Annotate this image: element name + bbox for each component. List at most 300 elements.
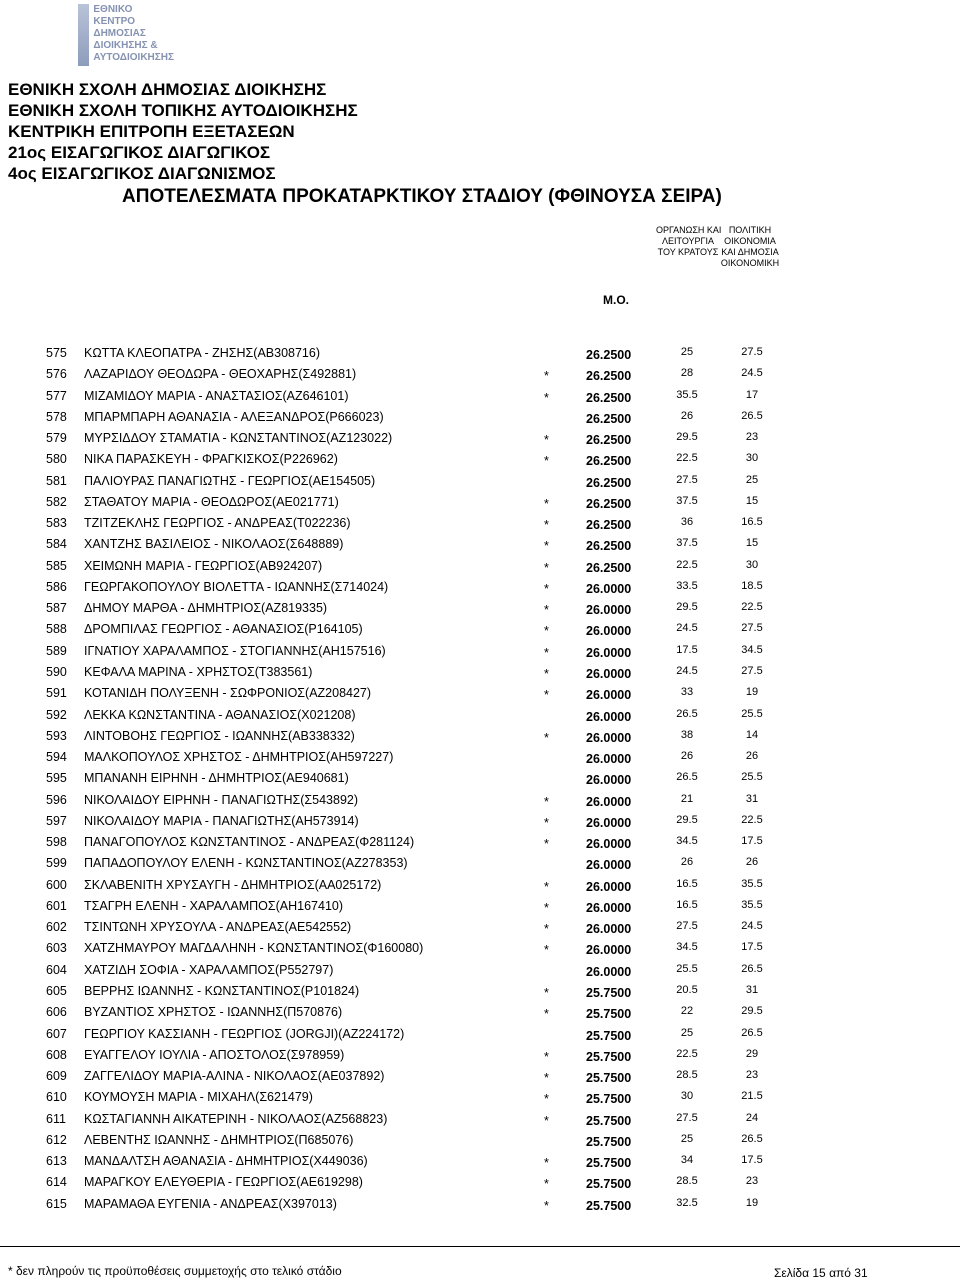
- ineligible-marker: *: [544, 794, 549, 809]
- score-economy: 23: [745, 1175, 759, 1188]
- table-row: [0, 769, 960, 790]
- candidate-name: ΝΙΚΑ ΠΑΡΑΣΚΕΥΗ - ΦΡΑΓΚΙΣΚΟΣ(Ρ226962): [84, 452, 338, 467]
- row-number: 596: [46, 792, 67, 807]
- candidate-name: ΛΕΒΕΝΤΗΣ ΙΩΑΝΝΗΣ - ΔΗΜΗΤΡΙΟΣ(Π685076): [84, 1132, 354, 1147]
- candidate-name: ΧΑΝΤΖΗΣ ΒΑΣΙΛΕΙΟΣ - ΝΙΚΟΛΑΟΣ(Σ648889): [84, 537, 344, 552]
- score-economy: 31: [745, 792, 759, 805]
- candidate-name: ΚΩΤΤΑ ΚΛΕΟΠΑΤΡΑ - ΖΗΣΗΣ(ΑΒ308716): [84, 346, 320, 360]
- score-organization: 22: [680, 1005, 694, 1018]
- candidate-name: ΜΠΑΡΜΠΑΡΗ ΑΘΑΝΑΣΙΑ - ΑΛΕΞΑΝΔΡΟΣ(Ρ666023): [84, 409, 384, 424]
- score-organization: 34.5: [676, 835, 698, 848]
- score-economy: 26.5: [741, 409, 763, 422]
- ineligible-marker: *: [544, 539, 549, 554]
- table-row: [0, 599, 960, 620]
- logo-mark: [78, 4, 89, 66]
- row-number: 580: [46, 452, 67, 467]
- ineligible-marker: *: [544, 730, 549, 745]
- average-score: 25.7500: [586, 1177, 632, 1192]
- average-score: 26.2500: [586, 560, 632, 575]
- average-score: 26.0000: [586, 645, 632, 660]
- table-row: [0, 663, 960, 684]
- candidate-name: ΜΑΡΑΜΑΘΑ ΕΥΓΕΝΙΑ - ΑΝΔΡΕΑΣ(Χ397013): [84, 1196, 337, 1211]
- score-organization: 34.5: [676, 941, 698, 954]
- ineligible-marker: *: [544, 879, 549, 894]
- score-organization: 33: [680, 686, 694, 699]
- table-row: [0, 791, 960, 812]
- candidate-name: ΚΩΣΤΑΓΙΑΝΝΗ ΑΙΚΑΤΕΡΙΝΗ - ΝΙΚΟΛΑΟΣ(ΑΖ568823): [84, 1111, 388, 1126]
- score-organization: 25: [680, 346, 694, 358]
- row-number: 575: [46, 346, 67, 360]
- ineligible-marker: *: [544, 1156, 549, 1171]
- row-number: 588: [46, 622, 67, 637]
- candidate-name: ΜΙΖΑΜΙΔΟΥ ΜΑΡΙΑ - ΑΝΑΣΤΑΣΙΟΣ(ΑΖ646101): [84, 388, 349, 403]
- logo-text: [93, 0, 174, 78]
- row-number: 609: [46, 1069, 67, 1084]
- candidate-name: ΝΙΚΟΛΑΙΔΟΥ ΕΙΡΗΝΗ - ΠΑΝΑΓΙΩΤΗΣ(Σ543892): [84, 792, 359, 807]
- average-score: 25.7500: [586, 1028, 632, 1043]
- ineligible-marker: *: [544, 496, 549, 511]
- average-score: 26.0000: [586, 900, 632, 915]
- header-line: ΚΕΝΤΡΙΚΗ ΕΠΙΤΡΟΠΗ ΕΞΕΤΑΣΕΩΝ: [8, 122, 295, 141]
- average-score: 26.0000: [586, 879, 632, 894]
- ineligible-marker: *: [544, 900, 549, 915]
- score-economy: 15: [745, 494, 759, 507]
- candidate-name: ΒΕΡΡΗΣ ΙΩΑΝΝΗΣ - ΚΩΝΣΤΑΝΤΙΝΟΣ(Ρ101824): [84, 983, 360, 998]
- average-score: 26.0000: [586, 943, 632, 958]
- row-number: 600: [46, 877, 67, 892]
- table-row: [0, 514, 960, 535]
- score-organization: 22.5: [676, 1047, 698, 1060]
- ineligible-marker: *: [544, 922, 549, 937]
- candidate-name: ΠΑΠΑΔΟΠΟΥΛΟΥ ΕΛΕΝΗ - ΚΩΝΣΤΑΝΤΙΝΟΣ(ΑΖ278353): [84, 856, 408, 871]
- ineligible-marker: *: [544, 837, 549, 852]
- score-organization: 36: [680, 516, 694, 529]
- average-score: 26.0000: [586, 581, 632, 596]
- row-number: 582: [46, 494, 67, 509]
- column-header-line: ΤΟΥ ΚΡΑΤΟΥΣ: [657, 247, 719, 257]
- average-score: 25.7500: [586, 1156, 632, 1171]
- score-economy: 24: [745, 1111, 759, 1124]
- candidate-name: ΤΣΑΓΡΗ ΕΛΕΝΗ - ΧΑΡΑΛΑΜΠΟΣ(ΑΗ167410): [84, 898, 344, 913]
- candidate-name: ΠΑΝΑΓΟΠΟΥΛΟΣ ΚΩΝΣΤΑΝΤΙΝΟΣ - ΑΝΔΡΕΑΣ(Φ281124): [84, 835, 415, 850]
- row-number: 608: [46, 1047, 67, 1062]
- ineligible-marker: *: [544, 815, 549, 830]
- ineligible-marker: *: [544, 581, 549, 596]
- candidate-name: ΓΕΩΡΓΙΟΥ ΚΑΣΣΙΑΝΗ - ΓΕΩΡΓΙΟΣ (JORGJI)(ΑΖ224172): [84, 1026, 405, 1041]
- row-number: 590: [46, 664, 67, 679]
- column-header-economy: [720, 225, 780, 269]
- table-row: [0, 344, 960, 365]
- score-economy: 23: [745, 1069, 759, 1082]
- table-row: [0, 1152, 960, 1173]
- table-row: [0, 684, 960, 705]
- logo-line: ΔΗΜΟΣΙΑΣ: [93, 28, 146, 39]
- table-row: [0, 1025, 960, 1046]
- score-organization: 29.5: [676, 431, 698, 444]
- score-economy: 21.5: [741, 1090, 763, 1103]
- candidate-name: ΜΠΑΝΑΝΗ ΕΙΡΗΝΗ - ΔΗΜΗΤΡΙΟΣ(ΑΕ940681): [84, 771, 349, 786]
- score-organization: 29.5: [676, 813, 698, 826]
- score-economy: 14: [745, 728, 759, 741]
- score-organization: 16.5: [676, 877, 698, 890]
- header-line: ΕΘΝΙΚΗ ΣΧΟΛΗ ΔΗΜΟΣΙΑΣ ΔΙΟΙΚΗΣΗΣ: [8, 80, 327, 99]
- score-organization: 38: [680, 728, 694, 741]
- row-number: 585: [46, 558, 67, 573]
- score-organization: 17.5: [676, 643, 698, 656]
- row-number: 586: [46, 579, 67, 594]
- candidate-name: ΛΕΚΚΑ ΚΩΝΣΤΑΝΤΙΝΑ - ΑΘΑΝΑΣΙΟΣ(Χ021208): [84, 707, 356, 722]
- score-economy: 29.5: [741, 1005, 763, 1018]
- row-number: 614: [46, 1175, 67, 1190]
- average-score: 26.2500: [586, 475, 632, 490]
- score-economy: 16.5: [741, 516, 763, 529]
- candidate-name: ΧΕΙΜΩΝΗ ΜΑΡΙΑ - ΓΕΩΡΓΙΟΣ(ΑΒ924207): [84, 558, 323, 573]
- results-table: [0, 344, 960, 1216]
- row-number: 587: [46, 601, 67, 616]
- candidate-name: ΛΑΖΑΡΙΔΟΥ ΘΕΟΔΩΡΑ - ΘΕΟΧΑΡΗΣ(Σ492881): [84, 367, 357, 382]
- row-number: 597: [46, 813, 67, 828]
- average-score: 26.2500: [586, 539, 632, 554]
- score-economy: 35.5: [741, 898, 763, 911]
- table-row: [0, 1131, 960, 1152]
- average-score: 26.0000: [586, 752, 632, 767]
- candidate-name: ΚΕΦΑΛΑ ΜΑΡΙΝΑ - ΧΡΗΣΤΟΣ(Τ383561): [84, 664, 313, 679]
- ineligible-marker: *: [544, 1007, 549, 1022]
- candidate-name: ΓΕΩΡΓΑΚΟΠΟΥΛΟΥ ΒΙΟΛΕΤΤΑ - ΙΩΑΝΝΗΣ(Σ714024): [84, 579, 389, 594]
- table-row: [0, 450, 960, 471]
- candidate-name: ΤΖΙΤΖΕΚΛΗΣ ΓΕΩΡΓΙΟΣ - ΑΝΔΡΕΑΣ(Τ022236): [84, 516, 351, 531]
- score-organization: 27.5: [676, 920, 698, 933]
- row-number: 581: [46, 473, 67, 488]
- score-organization: 21: [680, 792, 694, 805]
- average-score: 26.0000: [586, 964, 632, 979]
- candidate-name: ΔΗΜΟΥ ΜΑΡΘΑ - ΔΗΜΗΤΡΙΟΣ(ΑΖ819335): [84, 601, 328, 616]
- score-organization: 25: [680, 1132, 694, 1145]
- candidate-name: ΛΙΝΤΟΒΟΗΣ ΓΕΩΡΓΙΟΣ - ΙΩΑΝΝΗΣ(ΑΒ338332): [84, 728, 355, 743]
- ineligible-marker: *: [544, 603, 549, 618]
- column-header-average: Μ.Ο.: [603, 293, 629, 307]
- score-economy: 17.5: [741, 835, 763, 848]
- score-economy: 26.5: [741, 1026, 763, 1039]
- column-header-line: ΠΟΛΙΤΙΚΗ: [728, 225, 772, 235]
- table-row: [0, 472, 960, 493]
- ineligible-marker: *: [544, 666, 549, 681]
- score-organization: 27.5: [676, 473, 698, 486]
- average-score: 26.0000: [586, 858, 632, 873]
- average-score: 26.2500: [586, 496, 632, 511]
- candidate-name: ΚΟΥΜΟΥΣΗ ΜΑΡΙΑ - ΜΙΧΑΗΛ(Σ621479): [84, 1090, 313, 1105]
- candidate-name: ΣΤΑΘΑΤΟΥ ΜΑΡΙΑ - ΘΕΟΔΩΡΟΣ(ΑΕ021771): [84, 494, 339, 509]
- ineligible-marker: *: [544, 1113, 549, 1128]
- row-number: 604: [46, 962, 67, 977]
- table-row: [0, 1173, 960, 1194]
- score-organization: 25.5: [676, 962, 698, 975]
- average-score: 26.0000: [586, 624, 632, 639]
- candidate-name: ΧΑΤΖΗΜΑΥΡΟΥ ΜΑΓΔΑΛΗΝΗ - ΚΩΝΣΤΑΝΤΙΝΟΣ(Φ160080): [84, 941, 424, 956]
- candidate-name: ΖΑΓΓΕΛΙΔΟΥ ΜΑΡΙΑ-ΑΛΙΝΑ - ΝΙΚΟΛΑΟΣ(ΑΕ037892): [84, 1069, 385, 1084]
- average-score: 26.0000: [586, 815, 632, 830]
- row-number: 578: [46, 409, 67, 424]
- score-economy: 27.5: [741, 664, 763, 677]
- score-organization: 22.5: [676, 452, 698, 465]
- table-row: [0, 408, 960, 429]
- table-row: [0, 642, 960, 663]
- table-row: [0, 387, 960, 408]
- candidate-name: ΙΓΝΑΤΙΟΥ ΧΑΡΑΛΑΜΠΟΣ - ΣΤΟΓΙΑΝΝΗΣ(ΑΗ157516): [84, 643, 386, 658]
- average-score: 26.2500: [586, 390, 632, 405]
- ineligible-marker: *: [544, 390, 549, 405]
- score-organization: 24.5: [676, 664, 698, 677]
- average-score: 26.0000: [586, 794, 632, 809]
- footer-note: * δεν πληρούν τις προϋποθέσεις συμμετοχής στο τελικό στάδιο: [8, 1264, 342, 1278]
- average-score: 26.2500: [586, 411, 632, 426]
- score-economy: 17: [745, 388, 759, 401]
- column-header-organization: [656, 225, 720, 258]
- average-score: 26.0000: [586, 688, 632, 703]
- score-economy: 22.5: [741, 601, 763, 614]
- average-score: 26.2500: [586, 433, 632, 448]
- row-number: 595: [46, 771, 67, 786]
- row-number: 602: [46, 920, 67, 935]
- ineligible-marker: *: [544, 1071, 549, 1086]
- score-organization: 16.5: [676, 898, 698, 911]
- candidate-name: ΤΣΙΝΤΩΝΗ ΧΡΥΣΟΥΛΑ - ΑΝΔΡΕΑΣ(ΑΕ542552): [84, 920, 352, 935]
- score-economy: 31: [745, 983, 759, 996]
- table-row: [0, 493, 960, 514]
- score-organization: 37.5: [676, 494, 698, 507]
- average-score: 26.2500: [586, 348, 632, 362]
- score-organization: 27.5: [676, 1111, 698, 1124]
- score-organization: 30: [680, 1090, 694, 1103]
- row-number: 591: [46, 686, 67, 701]
- column-header-line: ΚΑΙ ΔΗΜΟΣΙΑ: [721, 247, 779, 257]
- table-row: [0, 706, 960, 727]
- table-row: [0, 897, 960, 918]
- score-economy: 29: [745, 1047, 759, 1060]
- column-header-line: ΟΙΚΟΝΟΜΙΑ: [724, 236, 776, 246]
- row-number: 599: [46, 856, 67, 871]
- candidate-name: ΠΑΛΙΟΥΡΑΣ ΠΑΝΑΓΙΩΤΗΣ - ΓΕΩΡΓΙΟΣ(ΑΕ154505): [84, 473, 376, 488]
- ineligible-marker: *: [544, 518, 549, 533]
- score-economy: 24.5: [741, 367, 763, 380]
- candidate-name: ΝΙΚΟΛΑΙΔΟΥ ΜΑΡΙΑ - ΠΑΝΑΓΙΩΤΗΣ(ΑΗ573914): [84, 813, 359, 828]
- score-economy: 15: [745, 537, 759, 550]
- ineligible-marker: *: [544, 943, 549, 958]
- candidate-name: ΜΑΝΔΑΛΤΣΗ ΑΘΑΝΑΣΙΑ - ΔΗΜΗΤΡΙΟΣ(Χ449036): [84, 1154, 368, 1169]
- table-row: [0, 727, 960, 748]
- table-row: [0, 620, 960, 641]
- score-economy: 24.5: [741, 920, 763, 933]
- candidate-name: ΚΟΤΑΝΙΔΗ ΠΟΛΥΞΕΝΗ - ΣΩΦΡΟΝΙΟΣ(ΑΖ208427): [84, 686, 372, 701]
- candidate-name: ΜΥΡΣΙΔΔΟΥ ΣΤΑΜΑΤΙΑ - ΚΩΝΣΤΑΝΤΙΝΟΣ(ΑΖ123022): [84, 431, 393, 446]
- score-organization: 28: [680, 367, 694, 380]
- row-number: 593: [46, 728, 67, 743]
- candidate-name: ΧΑΤΖΙΔΗ ΣΟΦΙΑ - ΧΑΡΑΛΑΜΠΟΣ(Ρ552797): [84, 962, 334, 977]
- table-row: [0, 876, 960, 897]
- header-line: ΕΘΝΙΚΗ ΣΧΟΛΗ ΤΟΠΙΚΗΣ ΑΥΤΟΔΙΟΙΚΗΣΗΣ: [8, 101, 358, 120]
- candidate-name: ΜΑΛΚΟΠΟΥΛΟΣ ΧΡΗΣΤΟΣ - ΔΗΜΗΤΡΙΟΣ(ΑΗ597227): [84, 750, 394, 765]
- table-row: [0, 961, 960, 982]
- row-number: 605: [46, 983, 67, 998]
- score-organization: 28.5: [676, 1069, 698, 1082]
- column-header-line: ΟΡΓΑΝΩΣΗ ΚΑΙ: [656, 225, 722, 235]
- table-row: [0, 578, 960, 599]
- ineligible-marker: *: [544, 454, 549, 469]
- page-title: ΑΠΟΤΕΛΕΣΜΑΤΑ ΠΡΟΚΑΤΑΡΚΤΙΚΟΥ ΣΤΑΔΙΟΥ (ΦΘΙΝΟΥΣΑ ΣΕΙΡΑ): [122, 186, 722, 207]
- average-score: 26.2500: [586, 518, 632, 533]
- table-row: [0, 854, 960, 875]
- average-score: 26.0000: [586, 730, 632, 745]
- candidate-name: ΔΡΟΜΠΙΛΑΣ ΓΕΩΡΓΙΟΣ - ΑΘΑΝΑΣΙΟΣ(Ρ164105): [84, 622, 363, 637]
- row-number: 610: [46, 1090, 67, 1105]
- score-organization: 26: [680, 409, 694, 422]
- score-economy: 26: [745, 856, 759, 869]
- score-economy: 17.5: [741, 941, 763, 954]
- row-number: 598: [46, 835, 67, 850]
- row-number: 589: [46, 643, 67, 658]
- page-number: Σελίδα 15 από 31: [774, 1266, 868, 1280]
- row-number: 606: [46, 1005, 67, 1020]
- score-economy: 22.5: [741, 813, 763, 826]
- average-score: 25.7500: [586, 1071, 632, 1086]
- score-economy: 19: [745, 686, 759, 699]
- ineligible-marker: *: [544, 688, 549, 703]
- score-economy: 17.5: [741, 1154, 763, 1167]
- score-economy: 34.5: [741, 643, 763, 656]
- table-row: [0, 557, 960, 578]
- footer-divider: [0, 1246, 960, 1247]
- logo-line: ΚΕΝΤΡΟ: [93, 16, 136, 27]
- average-score: 25.7500: [586, 1113, 632, 1128]
- header-line: 4ος ΕΙΣΑΓΩΓΙΚΟΣ ΔΙΑΓΩΝΙΣΜΟΣ: [8, 164, 276, 183]
- average-score: 26.0000: [586, 922, 632, 937]
- table-row: [0, 1088, 960, 1109]
- row-number: 601: [46, 898, 67, 913]
- ineligible-marker: *: [544, 985, 549, 1000]
- score-economy: 25: [745, 473, 759, 486]
- ineligible-marker: *: [544, 369, 549, 384]
- average-score: 26.0000: [586, 709, 632, 724]
- table-row: [0, 535, 960, 556]
- score-economy: 25.5: [741, 707, 763, 720]
- row-number: 592: [46, 707, 67, 722]
- header-line: 21ος ΕΙΣΑΓΩΓΙΚΟΣ ΔΙΑΓΩΓΙΚΟΣ: [8, 143, 271, 162]
- score-organization: 25: [680, 1026, 694, 1039]
- row-number: 612: [46, 1132, 67, 1147]
- table-row: [0, 939, 960, 960]
- row-number: 577: [46, 388, 67, 403]
- table-row: [0, 918, 960, 939]
- ineligible-marker: *: [544, 1177, 549, 1192]
- logo-line: ΕΘΝΙΚΟ: [93, 4, 133, 15]
- score-organization: 35.5: [676, 388, 698, 401]
- score-organization: 33.5: [676, 579, 698, 592]
- average-score: 25.7500: [586, 1049, 632, 1064]
- score-organization: 32.5: [676, 1196, 698, 1209]
- average-score: 25.7500: [586, 985, 632, 1000]
- ineligible-marker: *: [544, 560, 549, 575]
- average-score: 26.0000: [586, 603, 632, 618]
- score-economy: 18.5: [741, 579, 763, 592]
- score-organization: 20.5: [676, 983, 698, 996]
- score-organization: 26.5: [676, 771, 698, 784]
- score-organization: 24.5: [676, 622, 698, 635]
- table-row: [0, 1067, 960, 1088]
- row-number: 594: [46, 750, 67, 765]
- table-row: [0, 812, 960, 833]
- score-economy: 27.5: [741, 346, 763, 358]
- score-organization: 29.5: [676, 601, 698, 614]
- score-economy: 26: [745, 750, 759, 763]
- ineligible-marker: *: [544, 645, 549, 660]
- row-number: 615: [46, 1196, 67, 1211]
- average-score: 26.0000: [586, 773, 632, 788]
- table-row: [0, 833, 960, 854]
- table-row: [0, 1003, 960, 1024]
- row-number: 607: [46, 1026, 67, 1041]
- logo-line: ΔΙΟΙΚΗΣΗΣ &: [93, 40, 158, 51]
- column-header-line: ΟΙΚΟΝΟΜΙΚΗ: [720, 258, 780, 268]
- ineligible-marker: *: [544, 624, 549, 639]
- column-header-line: ΛΕΙΤΟΥΡΓΙΑ: [661, 236, 715, 246]
- score-organization: 26: [680, 750, 694, 763]
- table-row: [0, 748, 960, 769]
- row-number: 579: [46, 431, 67, 446]
- score-economy: 26.5: [741, 962, 763, 975]
- table-row: [0, 982, 960, 1003]
- row-number: 583: [46, 516, 67, 531]
- score-economy: 23: [745, 431, 759, 444]
- score-economy: 25.5: [741, 771, 763, 784]
- ineligible-marker: *: [544, 1092, 549, 1107]
- table-row: [0, 429, 960, 450]
- row-number: 584: [46, 537, 67, 552]
- score-economy: 19: [745, 1196, 759, 1209]
- score-organization: 34: [680, 1154, 694, 1167]
- average-score: 25.7500: [586, 1198, 632, 1213]
- score-economy: 35.5: [741, 877, 763, 890]
- score-economy: 30: [745, 452, 759, 465]
- average-score: 26.2500: [586, 369, 632, 384]
- score-organization: 37.5: [676, 537, 698, 550]
- score-organization: 28.5: [676, 1175, 698, 1188]
- score-economy: 30: [745, 558, 759, 571]
- average-score: 26.0000: [586, 837, 632, 852]
- average-score: 25.7500: [586, 1092, 632, 1107]
- table-row: [0, 365, 960, 386]
- average-score: 26.2500: [586, 454, 632, 469]
- row-number: 576: [46, 367, 67, 382]
- candidate-name: ΕΥΑΓΓΕΛΟΥ ΙΟΥΛΙΑ - ΑΠΟΣΤΟΛΟΣ(Σ978959): [84, 1047, 345, 1062]
- ineligible-marker: *: [544, 1049, 549, 1064]
- logo-line: ΑΥΤΟΔΙΟΙΚΗΣΗΣ: [93, 52, 174, 63]
- logo: [78, 0, 174, 78]
- score-organization: 22.5: [676, 558, 698, 571]
- score-economy: 26.5: [741, 1132, 763, 1145]
- average-score: 25.7500: [586, 1007, 632, 1022]
- average-score: 25.7500: [586, 1134, 632, 1149]
- score-organization: 26.5: [676, 707, 698, 720]
- row-number: 613: [46, 1154, 67, 1169]
- table-row: [0, 1195, 960, 1216]
- average-score: 26.0000: [586, 666, 632, 681]
- score-organization: 26: [680, 856, 694, 869]
- ineligible-marker: *: [544, 433, 549, 448]
- score-economy: 27.5: [741, 622, 763, 635]
- candidate-name: ΜΑΡΑΓΚΟΥ ΕΛΕΥΘΕΡΙΑ - ΓΕΩΡΓΙΟΣ(ΑΕ619298): [84, 1175, 363, 1190]
- candidate-name: ΣΚΛΑΒΕΝΙΤΗ ΧΡΥΣΑΥΓΗ - ΔΗΜΗΤΡΙΟΣ(ΑΑ025172): [84, 877, 382, 892]
- candidate-name: ΒΥΖΑΝΤΙΟΣ ΧΡΗΣΤΟΣ - ΙΩΑΝΝΗΣ(Π570876): [84, 1005, 343, 1020]
